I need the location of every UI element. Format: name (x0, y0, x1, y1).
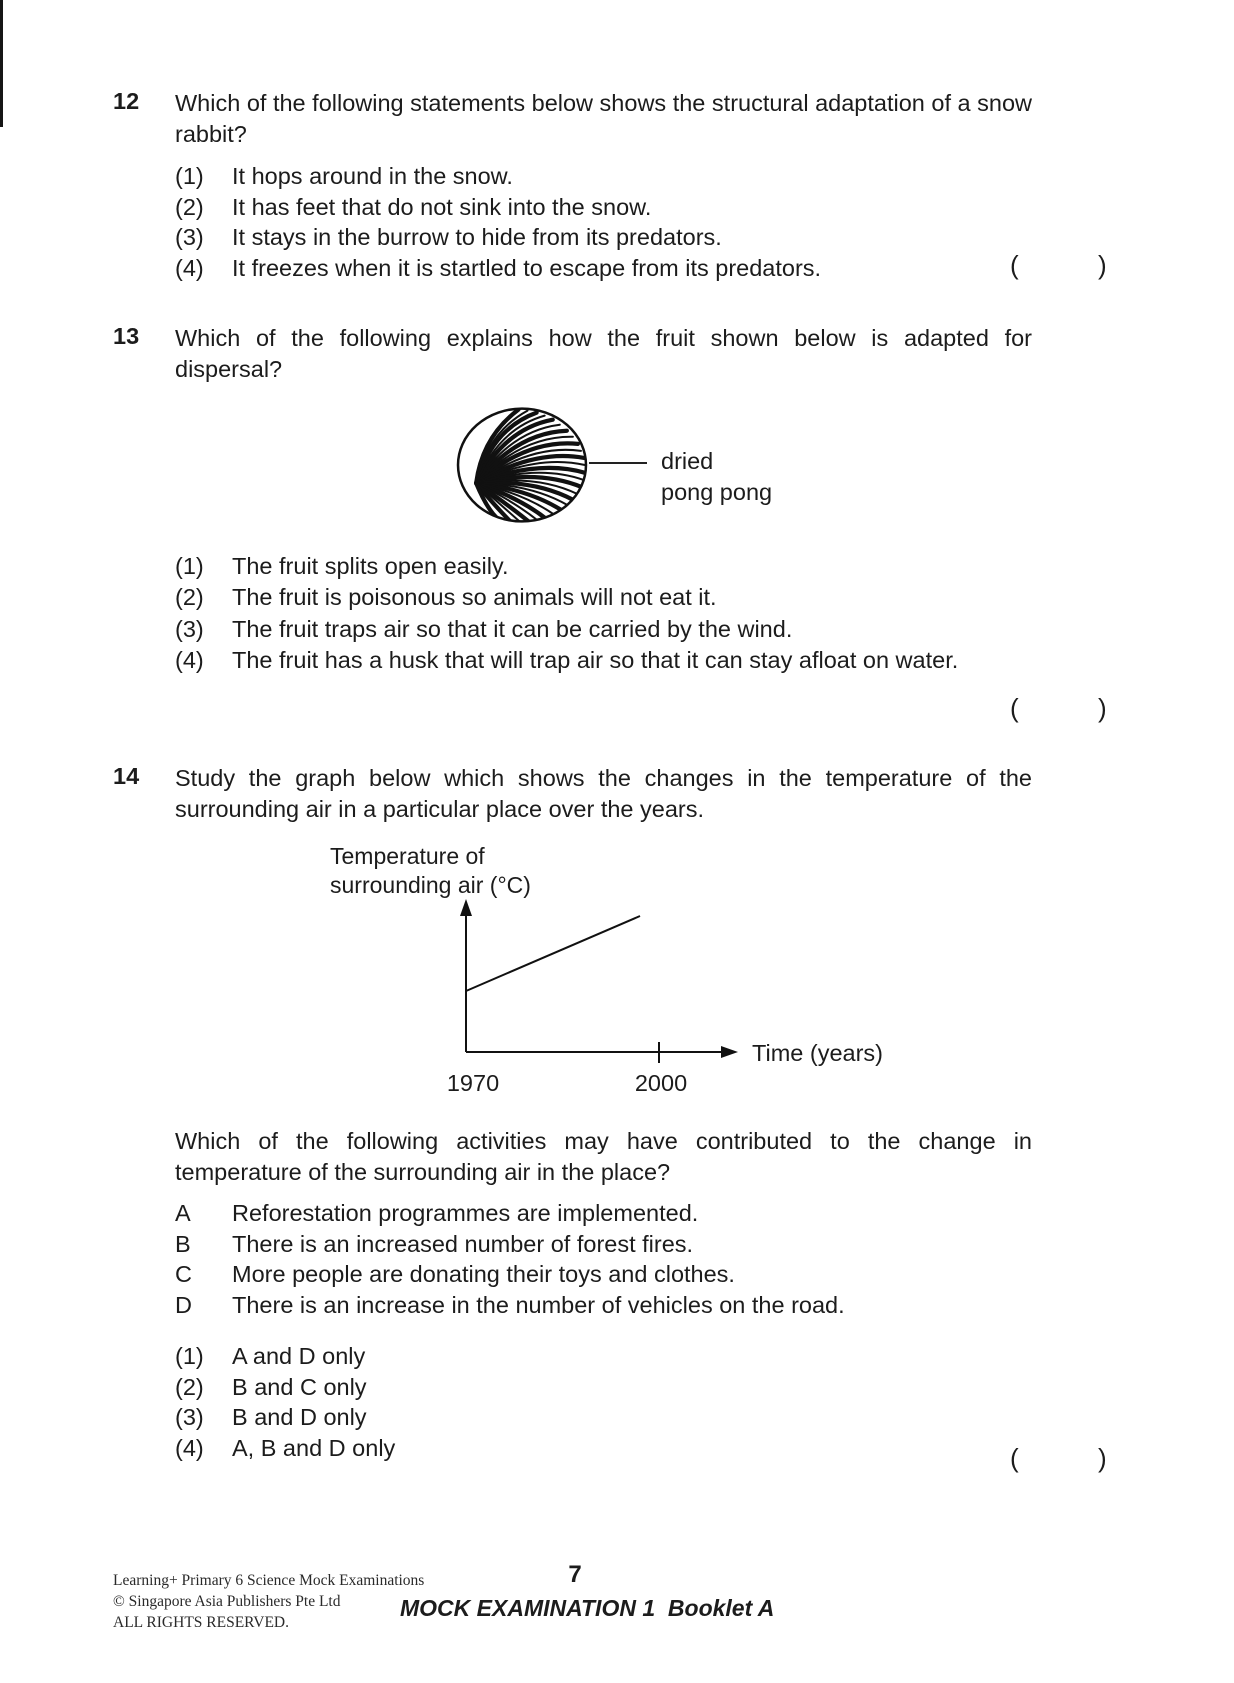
option-marker: (1) (175, 553, 204, 579)
option-text: There is an increased number of forest fires. (232, 1230, 694, 1257)
x-tick-label-2000: 2000 (634, 1070, 688, 1096)
option-marker: C (175, 1261, 192, 1288)
option-text: It stays in the burrow to hide from its predators. (232, 224, 722, 251)
option-row (175, 192, 1032, 223)
y-axis-label-line2: surrounding air (°C) (330, 872, 531, 898)
question-14-number: 14 (113, 763, 140, 789)
graph-x-axis-label: Time (years) (752, 1040, 883, 1066)
booklet-title: MOCK EXAMINATION 1 Booklet A (400, 1595, 775, 1621)
option-text: A and D only (232, 1343, 366, 1369)
option-marker: (3) (175, 224, 204, 251)
question-13-options (175, 551, 1032, 677)
temperature-trend-line (466, 916, 640, 991)
option-text: B and D only (232, 1404, 367, 1431)
option-text: The fruit has a husk that will trap air so that it can stay afloat on water. (232, 647, 959, 674)
option-row (175, 614, 1032, 645)
option-marker: (1) (175, 1343, 204, 1369)
footer-publisher-info (113, 1570, 424, 1633)
option-text: It hops around in the snow. (232, 163, 513, 189)
line-chart-svg (440, 895, 760, 1075)
y-axis-arrowhead (460, 899, 472, 916)
figure-label-line1: dried (661, 448, 714, 474)
option-marker: B (175, 1230, 191, 1257)
option-marker: (2) (175, 584, 204, 611)
y-axis-label-line1: Temperature of (330, 843, 485, 869)
option-text: The fruit splits open easily. (232, 553, 509, 579)
option-row (175, 582, 1032, 613)
option-marker: (2) (175, 193, 204, 220)
option-text: More people are donating their toys and clothes. (232, 1261, 735, 1288)
question-12-number: 12 (113, 88, 140, 114)
option-marker: (2) (175, 1373, 204, 1400)
answer-bracket-close: ) (1098, 250, 1107, 280)
figure-leader-line (589, 462, 647, 464)
answer-bracket-open: ( (1010, 250, 1019, 280)
scan-artifact-line (0, 0, 3, 127)
question-12-options (175, 161, 1032, 283)
option-row (175, 551, 1032, 582)
question-14-sub-text: Which of the following activities may have contributed to the change in temperature of the surrounding air in the place? (175, 1128, 1032, 1185)
option-text: It freezes when it is startled to escape from its predators. (232, 254, 822, 281)
question-13-number: 13 (113, 323, 140, 349)
option-marker: (4) (175, 1434, 204, 1461)
answer-bracket-close: ) (1098, 1443, 1107, 1473)
option-row (175, 1433, 1032, 1464)
question-14-text: Study the graph below which shows the changes in the temperature of the surrounding air in a particular place over the years. (175, 765, 1032, 822)
option-marker: D (175, 1291, 192, 1318)
option-row (175, 1341, 1032, 1372)
option-row (175, 161, 1032, 192)
option-text: A, B and D only (232, 1434, 396, 1461)
option-marker: A (175, 1200, 191, 1226)
footer-series-title: Learning+ Primary 6 Science Mock Examinations (113, 1572, 425, 1589)
footer-rights: ALL RIGHTS RESERVED. (113, 1614, 290, 1631)
footer-center (400, 1561, 775, 1622)
question-13-text: Which of the following explains how the fruit shown below is adapted for dispersal? (175, 325, 1032, 382)
graph-y-axis-label (330, 842, 531, 900)
answer-bracket-close: ) (1098, 693, 1107, 723)
option-row (175, 1290, 1032, 1321)
option-row (175, 645, 1032, 676)
pong-pong-svg (456, 406, 588, 524)
line-chart (440, 895, 760, 1075)
question-14-lettered-options (175, 1198, 1032, 1320)
option-text: B and C only (232, 1373, 367, 1400)
option-text: There is an increase in the number of vehicles on the road. (232, 1291, 845, 1318)
option-row (175, 253, 1032, 284)
option-marker: (4) (175, 647, 204, 674)
page-number: 7 (568, 1561, 582, 1588)
option-row (175, 222, 1032, 253)
x-tick-label-1970: 1970 (446, 1070, 500, 1096)
figure-label-line2: pong pong (661, 479, 773, 505)
option-marker: (3) (175, 1404, 204, 1431)
option-row (175, 1259, 1032, 1290)
option-marker: (1) (175, 163, 204, 189)
option-text: The fruit is poisonous so animals will not eat it. (232, 584, 717, 611)
footer-copyright: © Singapore Asia Publishers Pte Ltd (113, 1593, 341, 1610)
option-marker: (4) (175, 254, 204, 281)
answer-bracket-open: ( (1010, 1443, 1019, 1473)
option-row (175, 1198, 1032, 1229)
pong-pong-illustration (456, 406, 588, 524)
option-text: Reforestation programmes are implemented. (232, 1200, 699, 1226)
option-text: It has feet that do not sink into the snow. (232, 193, 652, 220)
option-marker: (3) (175, 615, 204, 642)
option-text: The fruit traps air so that it can be carried by the wind. (232, 615, 793, 642)
question-12-text: Which of the following statements below shows the structural adaptation of a snow rabbit? (175, 90, 1032, 147)
answer-bracket-open: ( (1010, 693, 1019, 723)
option-row (175, 1229, 1032, 1260)
figure-label (661, 446, 772, 508)
option-row (175, 1402, 1032, 1433)
x-axis-arrowhead (721, 1046, 738, 1058)
question-14-options (175, 1341, 1032, 1463)
option-row (175, 1372, 1032, 1403)
